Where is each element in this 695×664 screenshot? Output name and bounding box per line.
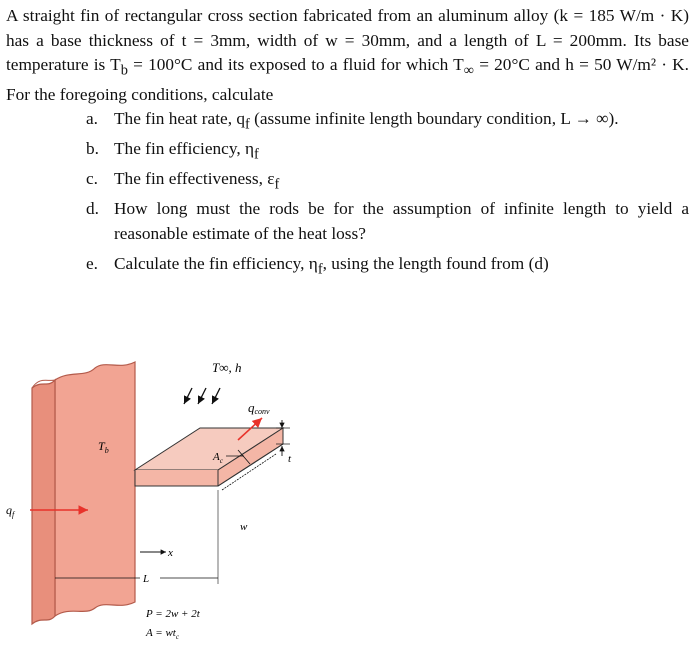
task-b (86, 137, 689, 167)
fluid-label: T∞, h (212, 360, 242, 375)
base-wall (32, 362, 135, 624)
ac-label: $A_c$ (213, 451, 223, 465)
task-c (86, 167, 689, 197)
task-e (86, 252, 689, 282)
task-sub: f (317, 261, 323, 278)
task-text: How long must the rods be for the assumption of infinite length to yield a reasonable estimate of the heat loss? (114, 199, 689, 243)
task-sub: f (245, 116, 250, 133)
fluid-arrows (184, 388, 220, 404)
intro-line-3b: = 100°C and its exposed (127, 55, 307, 74)
task-text: The fin effectiveness, ε (114, 169, 275, 189)
task-letter: b. (86, 139, 99, 159)
intro-line-2: (k = 185 W/m · K) has a base thickness of t = 3mm, width of w = 30mm, (6, 6, 689, 50)
area-equation: $A = wt_c$ (146, 627, 179, 641)
task-text: Calculate the fin efficiency, η (114, 253, 318, 273)
task-text: The fin efficiency, η (114, 139, 255, 159)
L-label: L (143, 573, 150, 585)
task-letter: e. (86, 253, 98, 273)
w-label: w (240, 521, 248, 533)
intro-line-4b: = 20°C and h = 50 W/m² · K. For the foregoing (6, 55, 689, 104)
fin-front-face (135, 470, 218, 486)
intro-sub-b: b (120, 62, 128, 79)
task-letter: d. (86, 199, 99, 219)
intro-sub-inf: ∞ (463, 62, 474, 79)
perimeter-equation: P = 2w + 2t (146, 608, 200, 620)
x-label: x (168, 547, 173, 559)
tb-label: $T_b$ (98, 439, 109, 455)
qconv-label: qconv (248, 400, 270, 416)
t-label: t (288, 453, 292, 465)
problem-statement (6, 4, 689, 282)
task-list (6, 107, 689, 281)
fin-diagram (0, 340, 695, 664)
task-tail: (assume infinite length boundary condition, L → ∞). (249, 109, 619, 129)
task-d (86, 197, 689, 251)
intro-line-1: A straight fin of rectangular cross section fabricated from an aluminum alloy (6, 6, 549, 25)
intro-line-4a: to a fluid for which T (311, 55, 464, 74)
task-letter: c. (86, 169, 98, 189)
task-sub: f (254, 146, 259, 163)
task-tail: , using the length found from (d) (322, 253, 549, 273)
qf-label: $q_f$ (6, 503, 15, 519)
intro-line-5: conditions, calculate (131, 84, 274, 104)
task-sub: f (274, 176, 280, 193)
task-text: The fin heat rate, q (114, 109, 245, 129)
intro-line-3a: and a length of L = 200mm. Its base temperature is T (6, 30, 689, 74)
task-letter: a. (86, 109, 98, 129)
problem-intro (6, 4, 689, 107)
task-a (86, 107, 689, 137)
